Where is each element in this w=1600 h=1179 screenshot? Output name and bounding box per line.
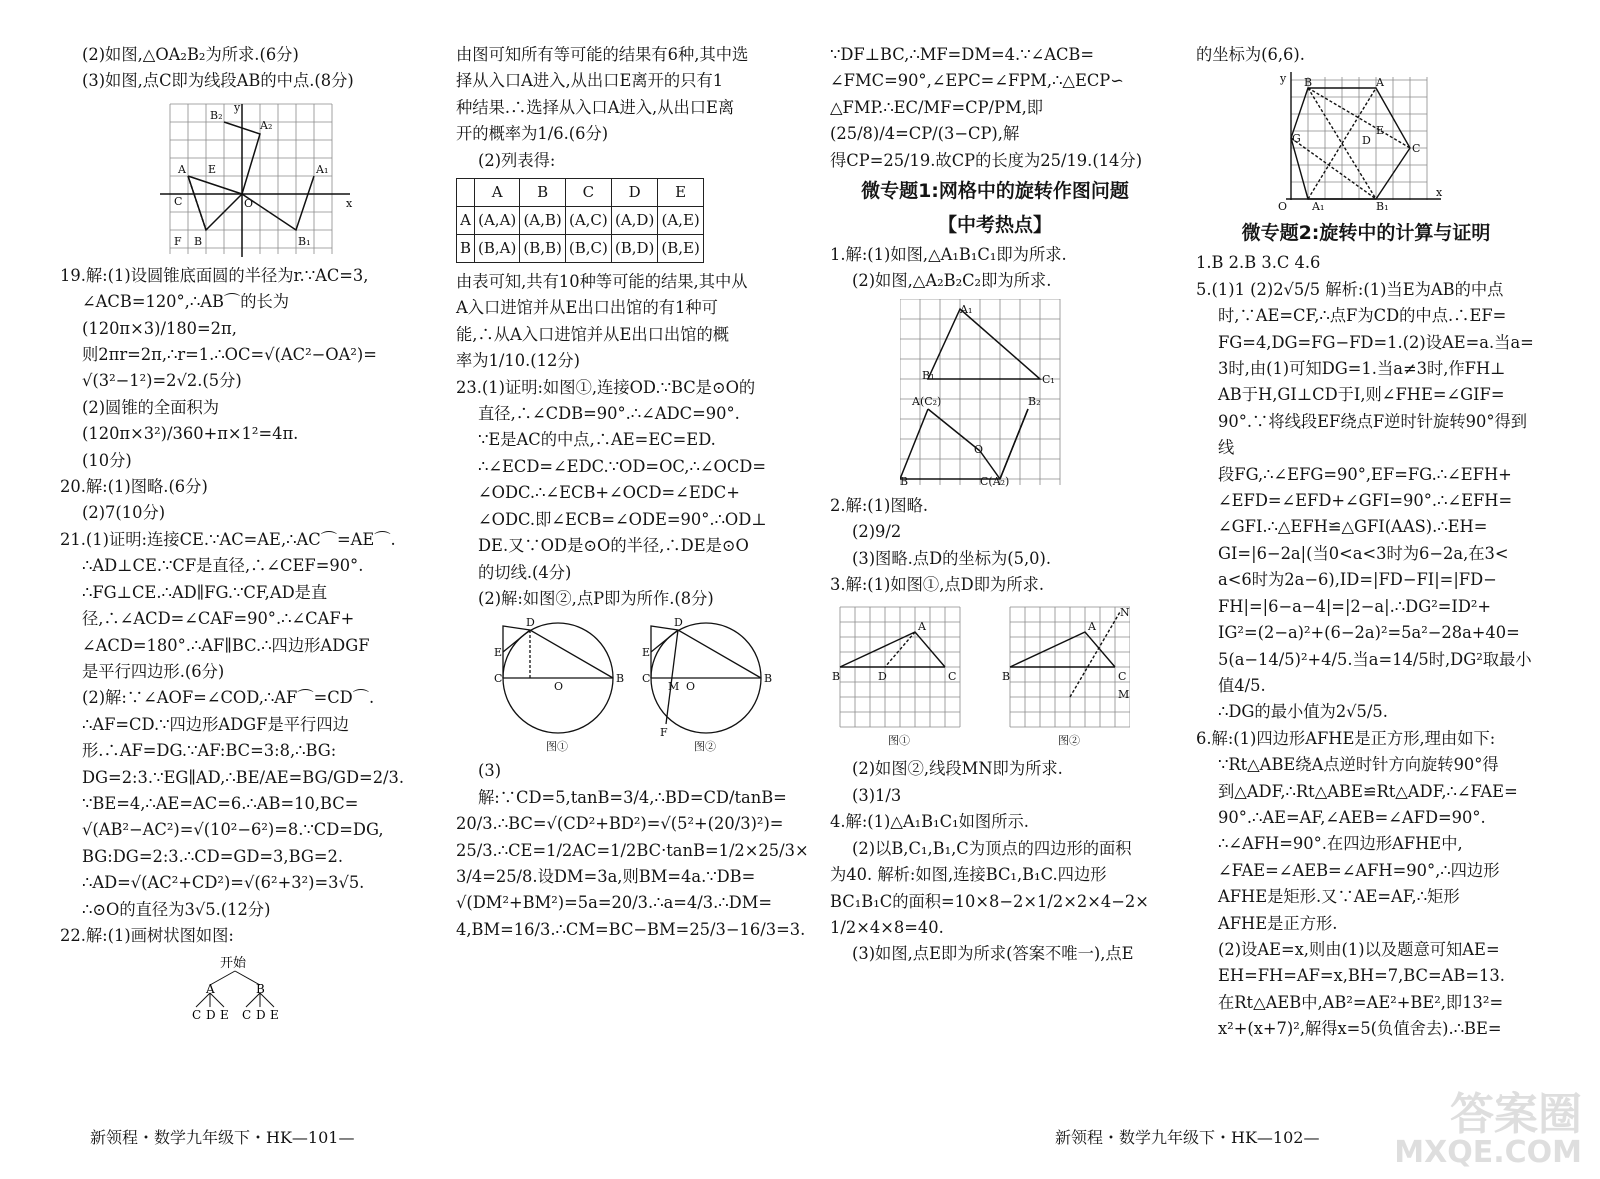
svg-text:O: O xyxy=(974,442,984,456)
text-line: x²+(x+7)²,解得x=5(负值舍去).∴BE= xyxy=(1218,1019,1502,1039)
svg-text:B₂: B₂ xyxy=(210,108,223,122)
table-cell: (A,E) xyxy=(658,207,703,235)
column-3 xyxy=(830,42,1160,968)
text-line: ∵BE=4,∴AE=AC=6.∴AB=10,BC= xyxy=(82,793,359,813)
outcome-table xyxy=(456,178,704,263)
text-line: FG=4,DG=FG−FD=1.(2)设AE=a.当a= xyxy=(1218,332,1534,352)
tree-start: 开始 xyxy=(220,956,247,972)
text-line: 23.(1)证明:如图①,连接OD.∵BC是⊙O的 xyxy=(456,377,756,397)
text-line: ∵E是AC的中点,∴AE=EC=ED. xyxy=(478,430,716,450)
svg-text:y: y xyxy=(234,100,241,114)
svg-text:A₁: A₁ xyxy=(960,302,973,316)
text-line: 在Rt△AEB中,AB²=AE²+BE²,即13²= xyxy=(1218,992,1504,1012)
svg-text:B: B xyxy=(832,670,841,684)
table-cell: (B,D) xyxy=(611,235,658,263)
text-line: 5.(1)1 (2)2√5/5 解析:(1)当E为AB的中点 xyxy=(1196,279,1504,299)
text-line: AFHE是正方形. xyxy=(1218,913,1338,933)
svg-text:D: D xyxy=(526,616,535,630)
text-line: ∴AD=√(AC²+CD²)=√(6²+3²)=3√5. xyxy=(82,873,365,893)
text-line: 3.解:(1)如图①,点D即为所求. xyxy=(830,575,1045,595)
svg-text:B₁: B₁ xyxy=(922,368,935,382)
tree-node: B xyxy=(256,982,265,997)
figure-caption: 图② xyxy=(1058,734,1080,748)
svg-text:B: B xyxy=(1304,76,1313,90)
svg-text:C: C xyxy=(1118,670,1127,684)
text-line: 由图可知所有等可能的结果有6种,其中选 xyxy=(456,45,749,64)
text-line: 22.解:(1)画树状图如图: xyxy=(60,925,234,945)
svg-text:C: C xyxy=(642,672,651,686)
svg-text:x: x xyxy=(1436,186,1443,200)
text-line: 2.解:(1)图略. xyxy=(830,495,929,515)
text-line: (2)圆锥的全面积为(120π×3²)/360+π×1²=4π. xyxy=(82,397,299,444)
table-row xyxy=(457,207,704,235)
text-line: (3)如图,点C即为线段AB的中点.(8分) xyxy=(82,71,354,91)
svg-text:A: A xyxy=(178,162,186,176)
text-line: 直径,∴∠CDB=90°.∴∠ADC=90°. xyxy=(478,404,740,424)
text-line: EH=FH=AF=x,BH=7,BC=AB=13. xyxy=(1218,966,1505,986)
column-2 xyxy=(456,42,809,943)
svg-text:G: G xyxy=(1292,132,1301,146)
tree-node: D xyxy=(256,1008,266,1023)
figure-caption: 图① xyxy=(888,734,910,748)
text-line: 是平行四边形.(6分) xyxy=(82,661,225,681)
text-line: ∠ACD=180°.∴AF∥BC.∴四边形ADGF xyxy=(82,635,370,655)
text-line: 则2πr=2π,∴r=1.∴OC=√(AC²−OA²)= xyxy=(82,345,377,365)
text-line: ∠FMC=90°,∠EPC=∠FPM,∴△ECP∽ xyxy=(830,71,1124,91)
text-line: 3时,由(1)可知DG=1.当a≠3时,作FH⊥ xyxy=(1218,359,1506,379)
table-cell: (B,B) xyxy=(520,235,566,263)
svg-text:A: A xyxy=(1376,76,1384,90)
grid-figures-pair xyxy=(830,602,1130,752)
text-line: (2)如图②,线段MN即为所求. xyxy=(852,759,1063,779)
text-line: 21.(1)证明:连接CE.∵AC=AE,∴AC⌒=AE⌒. xyxy=(60,529,396,549)
text-line: (2)以B,C₁,B₁,C为顶点的四边形的面积 xyxy=(852,838,1132,858)
text-line: (2)列表得: xyxy=(478,150,556,170)
tree-node: E xyxy=(220,1008,229,1023)
section-heading: 微专题1:网格中的旋转作图问题 xyxy=(861,180,1129,203)
svg-text:F: F xyxy=(174,234,182,248)
svg-text:M: M xyxy=(1118,688,1130,702)
table-cell: (A,A) xyxy=(475,207,520,235)
svg-text:A: A xyxy=(918,620,926,634)
column-1 xyxy=(60,42,412,1027)
table-cell: (B,C) xyxy=(565,235,611,263)
text-line: √(DM²+BM²)=5a=20/3.∴a=4/3.∴DM= xyxy=(456,893,773,913)
watermark-line: MXQE.COM xyxy=(1394,1135,1582,1170)
text-line: 5(a−14/5)²+4/5.当a=14/5时,DG²取最小值4/5. xyxy=(1218,649,1532,695)
tree-node: C xyxy=(242,1008,252,1023)
text-line: (3)如图,点E即为所求(答案不唯一),点E xyxy=(852,944,1134,964)
text-line: 4.解:(1)△A₁B₁C₁如图所示. xyxy=(830,812,1029,832)
table-header-row xyxy=(457,179,704,207)
text-line: 1.B 2.B 3.C 4.6 xyxy=(1196,253,1321,273)
text-line: ∴∠ECD=∠EDC.∵OD=OC,∴∠OCD= xyxy=(478,456,766,476)
text-line: (2)解:如图②,点P即为所作.(8分) xyxy=(478,588,714,608)
text-line: ∴∠AFH=90°.在四边形AFHE中, xyxy=(1218,834,1463,854)
text-line: 20/3.∴BC=√(CD²+BD²)=√(5²+(20/3)²)= xyxy=(456,814,784,834)
text-line: GI=|6−2a|(当0<a<3时为6−2a,在3< xyxy=(1218,543,1509,563)
text-line: (2)设AE=x,则由(1)以及题意可知AE= xyxy=(1218,939,1500,959)
text-line: 到△ADF,∴Rt△ABE≌Rt△ADF,∴∠FAE= xyxy=(1218,781,1518,801)
text-line: ∴⊙O的直径为3√5.(12分) xyxy=(82,899,271,919)
table-cell: B xyxy=(520,179,566,207)
text-line: BG:DG=2:3.∴CD=GD=3,BG=2. xyxy=(82,846,344,866)
table-cell: D xyxy=(611,179,658,207)
text-line: a<6时为2a−6),ID=|FD−FI|=|FD− xyxy=(1218,570,1497,590)
watermark-line: 答案圈 xyxy=(1450,1089,1582,1140)
svg-text:A₁: A₁ xyxy=(1312,200,1325,213)
text-line: 90°.∴AE=AF,∠AEB=∠AFD=90°. xyxy=(1218,807,1486,827)
svg-text:E: E xyxy=(1376,124,1385,138)
svg-text:E: E xyxy=(208,162,217,176)
text-line: AB于H,GI⊥CD于I,则∠FHE=∠GIF= xyxy=(1218,385,1505,405)
text-line: (2)解:∵∠AOF=∠COD,∴AF⌒=CD⌒. xyxy=(82,688,375,708)
svg-text:C₁: C₁ xyxy=(1042,372,1055,386)
text-line: 1.解:(1)如图,△A₁B₁C₁即为所求. xyxy=(830,245,1067,265)
text-line: (3)解:∵CD=5,tanB=3/4,∴BD=CD/tanB= xyxy=(478,761,787,807)
text-line: ∵DF⊥BC,∴MF=DM=4.∵∠ACB= xyxy=(830,45,1095,64)
text-line: 6.解:(1)四边形AFHE是正方形,理由如下: xyxy=(1196,728,1496,748)
text-line: 种结果.∴选择从入口A进入,从出口E离 xyxy=(456,97,735,117)
svg-text:F: F xyxy=(660,726,668,740)
text-line: ∠ODC.∴∠ECB+∠OCD=∠EDC+ xyxy=(478,483,740,503)
text-line: ∠GFI.∴△EFH≌△GFI(AAS).∴EH= xyxy=(1218,517,1488,537)
svg-text:O: O xyxy=(1278,200,1288,213)
text-line: 20.解:(1)图略.(6分) xyxy=(60,477,208,497)
table-cell: (B,E) xyxy=(658,235,703,263)
text-line: 90°.∵将线段EF绕点F逆时针旋转90°得到线 xyxy=(1218,411,1528,458)
table-cell: A xyxy=(475,179,520,207)
text-line: ∴AD⊥CE.∵CF是直径,∴∠CEF=90°. xyxy=(82,556,364,576)
svg-text:A(C₂): A(C₂) xyxy=(912,394,942,408)
svg-text:B₂: B₂ xyxy=(1028,394,1041,408)
text-line: 1/2×4×8=40. xyxy=(830,917,944,937)
svg-text:B: B xyxy=(1002,670,1011,684)
text-line: IG²=(2−a)²+(6−2a)²=5a²−28a+40= xyxy=(1218,623,1520,643)
svg-text:B: B xyxy=(194,234,203,248)
table-cell xyxy=(457,179,475,207)
text-line: √(AB²−AC²)=√(10²−6²)=8.∵CD=DG, xyxy=(82,820,384,840)
text-line: (10分) xyxy=(82,450,132,470)
text-line: ∠ACB=120°,∴AB⌒的长为(120π×3)/180=2π, xyxy=(82,292,290,338)
svg-text:O: O xyxy=(686,680,696,694)
figure-caption: 图② xyxy=(694,740,716,754)
page-footer-right: 新领程・数学九年级下・HK—102— xyxy=(1055,1128,1320,1147)
text-line: (3)图略.点D的坐标为(5,0). xyxy=(852,548,1052,568)
text-line: (3)1/3 xyxy=(852,785,902,805)
table-cell: B xyxy=(457,235,475,263)
table-cell: (A,C) xyxy=(565,207,611,235)
circle-figures xyxy=(486,616,786,754)
text-line: ∴AF=CD.∵四边形ADGF是平行四边 xyxy=(82,714,349,734)
svg-text:B: B xyxy=(900,474,909,488)
section-heading: 微专题2:旋转中的计算与证明 xyxy=(1241,222,1491,245)
text-line: ∠EFD=∠EFD+∠GFI=90°.∴∠EFH= xyxy=(1218,491,1513,511)
tree-node: D xyxy=(206,1008,216,1023)
svg-text:A₂: A₂ xyxy=(260,118,273,132)
text-line: 开的概率为1/6.(6分) xyxy=(456,124,609,144)
svg-text:y: y xyxy=(1280,72,1287,86)
svg-text:C: C xyxy=(494,672,503,686)
svg-text:B₁: B₁ xyxy=(298,234,311,248)
tree-node: E xyxy=(270,1008,279,1023)
figure-caption: 图① xyxy=(546,740,568,754)
text-line: (2)9/2 xyxy=(852,522,902,542)
text-line: 3/4=25/8.设DM=3a,则BM=4a.∵DB= xyxy=(456,866,756,886)
table-cell: (A,B) xyxy=(520,207,566,235)
section-subheading: 【中考热点】 xyxy=(937,214,1052,237)
svg-text:O: O xyxy=(244,196,254,210)
text-line: ∠ODC.即∠ECB=∠ODE=90°.∴OD⊥ xyxy=(478,509,767,529)
text-line: BC₁B₁C的面积=10×8−2×1/2×2×4−2× xyxy=(830,891,1149,911)
table-cell: C xyxy=(565,179,611,207)
text-line: FH|=|6−a−4|=|2−a|.∴DG²=ID²+ xyxy=(1218,596,1492,616)
tree-node: A xyxy=(206,982,215,997)
column-4 xyxy=(1196,42,1536,1043)
text-line: 能,∴从A入口进馆并从E出口出馆的概 xyxy=(456,324,730,344)
text-line: 为40. 解析:如图,连接BC₁,B₁C.四边形 xyxy=(830,865,1107,885)
svg-text:E: E xyxy=(642,646,651,660)
coordinate-hexagon-figure xyxy=(1276,72,1446,212)
svg-text:C(A₂): C(A₂) xyxy=(980,474,1010,488)
text-line: 的切线.(4分) xyxy=(478,562,572,582)
svg-text:A₁: A₁ xyxy=(316,162,329,176)
text-line: ∴FG⊥CE.∴AD∥FG.∵CF,AD是直 xyxy=(82,582,328,602)
text-line: 径,∴∠ACD=∠CAF=90°.∴∠CAF+ xyxy=(82,609,355,629)
table-cell: (A,D) xyxy=(611,207,658,235)
text-line: 得CP=25/19.故CP的长度为25/19.(14分) xyxy=(830,150,1143,170)
text-line: 19.解:(1)设圆锥底面圆的半径为r.∵AC=3, xyxy=(60,265,369,285)
text-line: ∴DG的最小值为2√5/5. xyxy=(1218,702,1388,722)
svg-text:D: D xyxy=(674,616,683,630)
svg-text:C: C xyxy=(174,194,183,208)
svg-text:O: O xyxy=(554,680,564,694)
text-line: A入口进馆并从E出口出馆的有1种可 xyxy=(456,298,718,318)
svg-text:B: B xyxy=(616,672,625,686)
svg-text:M: M xyxy=(668,680,680,694)
svg-text:D: D xyxy=(1362,134,1371,148)
text-line: (2)7(10分) xyxy=(82,503,166,523)
text-line: AFHE是矩形.又∵AE=AF,∴矩形 xyxy=(1218,887,1460,907)
text-line: √(3²−1²)=2√2.(5分) xyxy=(82,371,242,391)
text-line: ∵Rt△ABE绕A点逆时针方向旋转90°得 xyxy=(1218,755,1499,775)
table-cell: A xyxy=(457,207,475,235)
text-line: △FMP.∴EC/MF=CP/PM,即(25/8)/4=CP/(3−CP),解 xyxy=(830,97,1044,144)
text-line: (2)如图,△A₂B₂C₂即为所求. xyxy=(852,271,1052,291)
svg-text:C: C xyxy=(948,670,957,684)
text-line: 率为1/10.(12分) xyxy=(456,351,581,371)
text-line: 段FG,∴∠EFG=90°,EF=FG.∴∠EFH+ xyxy=(1218,464,1512,484)
rotation-grid-figure xyxy=(900,299,1070,489)
table-row xyxy=(457,235,704,263)
table-cell: (B,A) xyxy=(475,235,520,263)
text-line: 择从入口A进入,从出口E离开的只有1 xyxy=(456,71,724,91)
svg-text:B: B xyxy=(764,672,773,686)
svg-text:B₁: B₁ xyxy=(1376,200,1389,213)
text-line: 由表可知,共有10种等可能的结果,其中从 xyxy=(456,272,748,292)
svg-text:D: D xyxy=(878,670,887,684)
svg-text:E: E xyxy=(494,646,503,660)
table-cell: E xyxy=(658,179,703,207)
tree-diagram xyxy=(180,953,300,1023)
text-line: ∠FAE=∠AEB=∠AFH=90°,∴四边形 xyxy=(1218,860,1500,880)
page-footer-left: 新领程・数学九年级下・HK—101— xyxy=(90,1128,355,1147)
text-line: DE.又∵OD是⊙O的半径,∴DE是⊙O xyxy=(478,536,749,556)
tree-node: C xyxy=(192,1008,202,1023)
svg-text:x: x xyxy=(346,196,353,210)
svg-text:A: A xyxy=(1088,620,1096,634)
text-line: 4,BM=16/3.∴CM=BC−BM=25/3−16/3=3. xyxy=(456,919,806,939)
text-line: 形.∴AF=DG.∵AF:BC=3:8,∴BG: xyxy=(82,741,337,761)
text-line: DG=2:3.∵EG∥AD,∴BE/AE=BG/GD=2/3. xyxy=(82,767,405,787)
coordinate-grid-figure xyxy=(160,99,360,259)
text-line: 25/3.∴CE=1/2AC=1/2BC·tanB=1/2×25/3× xyxy=(456,840,809,860)
text-line: 的坐标为(6,6). xyxy=(1196,45,1305,64)
svg-text:C: C xyxy=(1412,142,1421,156)
text-line: 时,∵AE=CF,∴点F为CD的中点.∴EF= xyxy=(1218,306,1507,326)
watermark-logo xyxy=(1394,1089,1582,1170)
svg-text:N: N xyxy=(1120,606,1130,620)
text-line: (2)如图,△OA₂B₂为所求.(6分) xyxy=(82,45,299,64)
